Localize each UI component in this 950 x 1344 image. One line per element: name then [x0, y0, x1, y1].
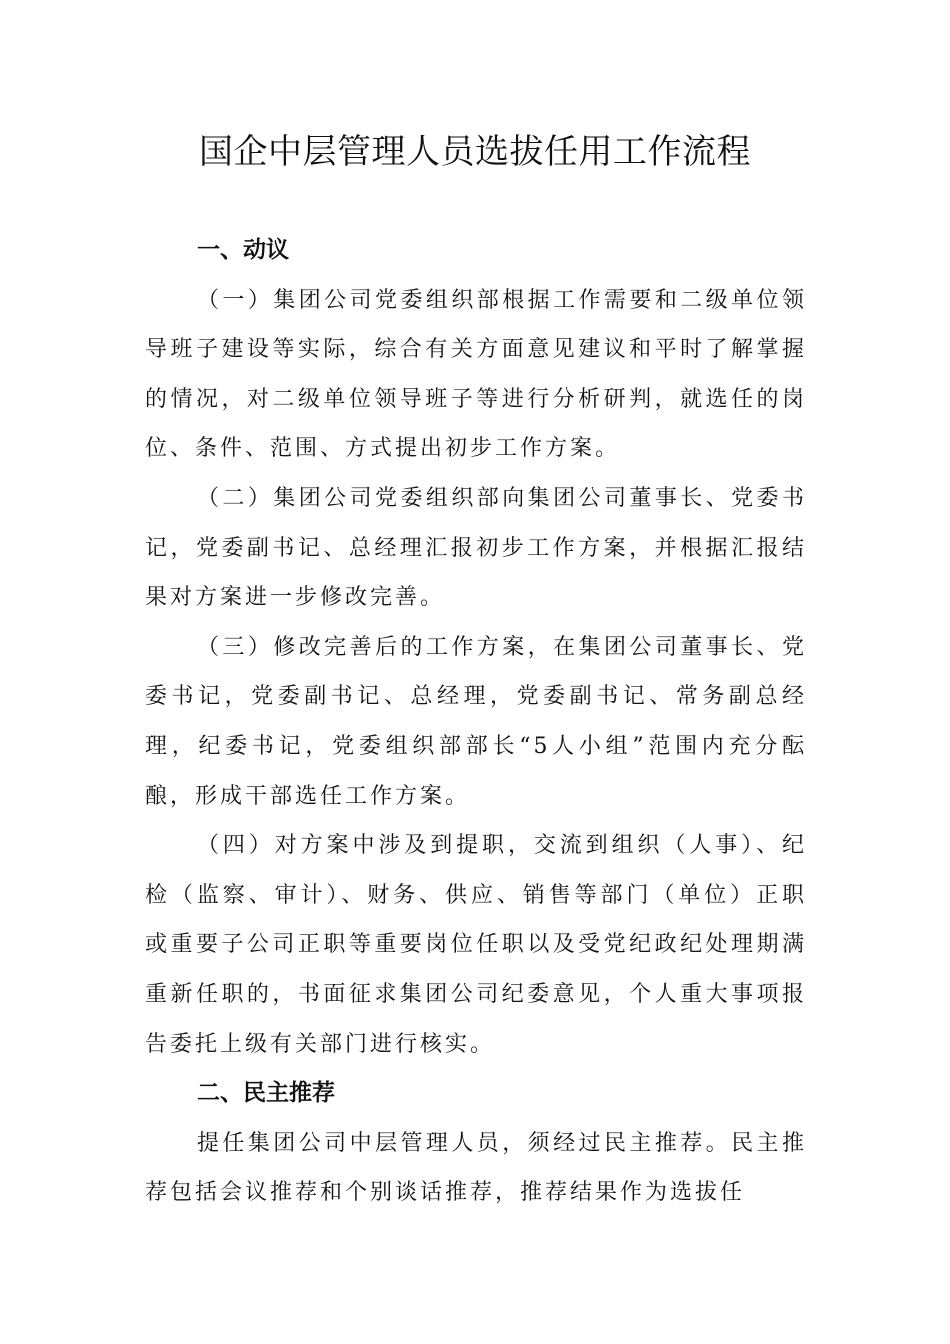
paragraph-1-3: （三）修改完善后的工作方案，在集团公司董事长、党委书记，党委副书记、总经理，党委副书记、常务副总经理，纪委书记，党委组织部部长“5人小组”范围内充分酝酿，形成干部选任工作方案。	[145, 634, 807, 809]
paragraph-1-4: （四）对方案中涉及到提职，交流到组织（人事）、纪检（监察、审计）、财务、供应、销售等部门（单位）正职或重要子公司正职等重要岗位任职以及受党纪政纪处理期满重新任职的，书面征求集团公司纪委意见，个人重大事项报告委托上级有关部门进行核实。	[145, 833, 807, 1057]
paragraph-1-2: （二）集团公司党委组织部向集团公司董事长、党委书记，党委副书记、总经理汇报初步工作方案，并根据汇报结果对方案进一步修改完善。	[145, 485, 807, 611]
section-heading-2: 二、民主推荐	[197, 1080, 335, 1107]
document-body	[145, 226, 807, 1218]
paragraph-2-1: 提任集团公司中层管理人员，须经过民主推荐。民主推荐包括会议推荐和个别谈话推荐，推荐结果作为选拔任	[145, 1130, 807, 1206]
section-heading-1: 一、动议	[197, 237, 289, 263]
paragraph-1-1: （一）集团公司党委组织部根据工作需要和二级单位领导班子建设等实际，综合有关方面意见建议和平时了解掌握的情况，对二级单位领导班子等进行分析研判，就选任的岗位、条件、范围、方式提出初步工作方案。	[145, 287, 807, 462]
document-title: 国企中层管理人员选拔任用工作流程	[199, 132, 751, 172]
